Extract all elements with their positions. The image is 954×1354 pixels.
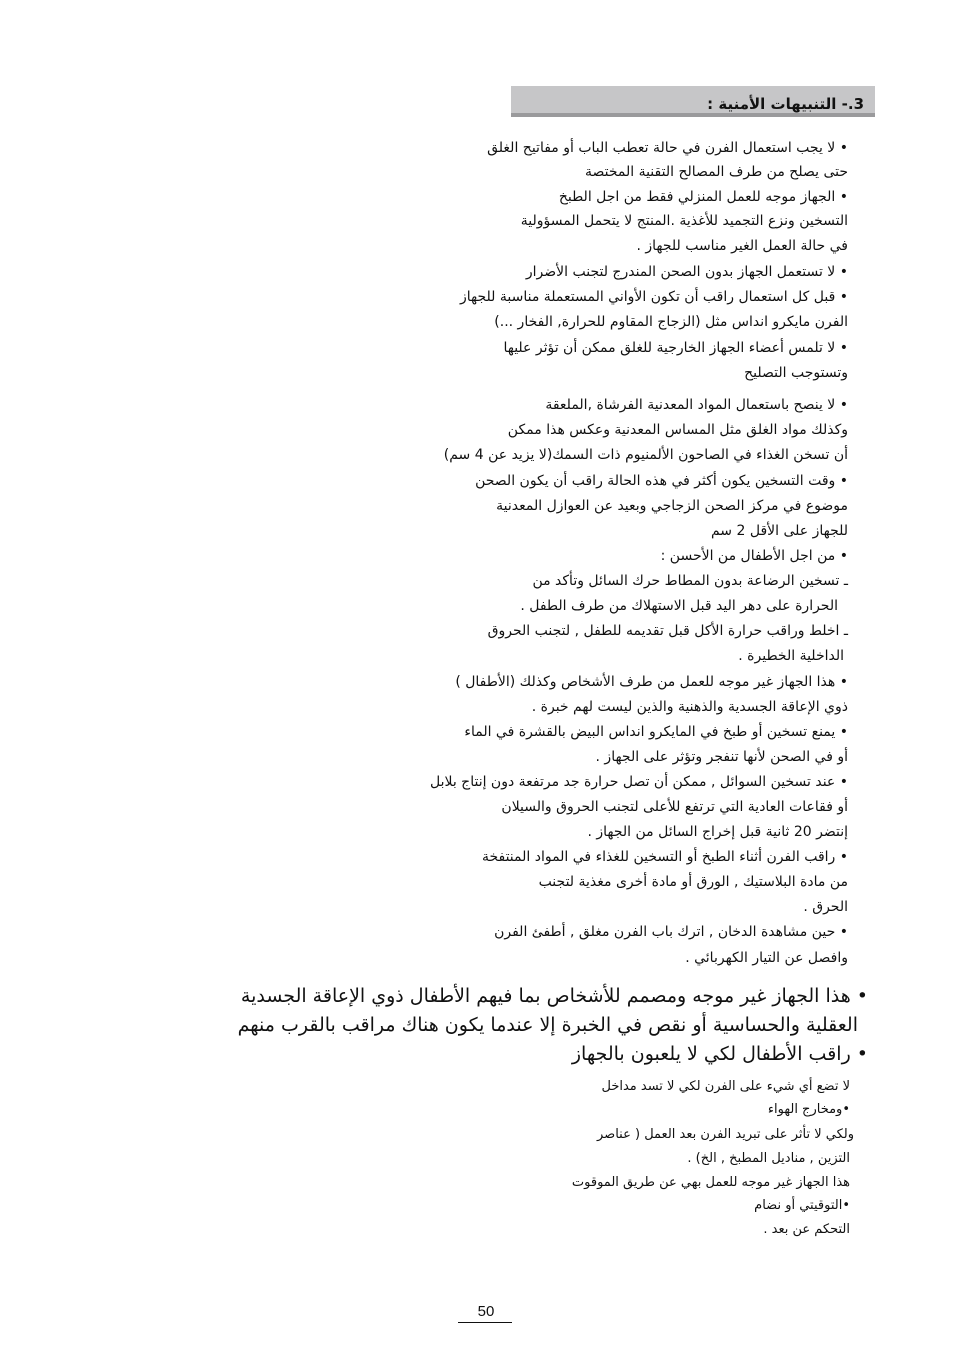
list-item: وافصل عن التيار الكهربائي . <box>685 950 848 966</box>
list-item: الداخلية الخطيرة . <box>738 648 844 664</box>
list-item: من مادة البلاستيك , الورق أو مادة أخرى مغذية لتجنب <box>538 874 848 890</box>
list-item: وكذلك مواد الغلق مثل المساس المعدنية وعكس هذا ممكن <box>507 422 848 438</box>
list-item: أو فقاعات العادية التي ترتفع للأعلى لتجنب الحروق والسيلان <box>501 799 848 815</box>
list-item: • لا تلمس أعضاء الجهاز الخارجية للغلق ممكن أن تؤثر عليها <box>503 340 848 356</box>
section-title: 3.- التنبيهات الأمنية : <box>707 95 864 113</box>
list-item: التسخين ونزع التجميد للأغذية .المنتج لا يتحمل المسؤولية <box>520 213 848 229</box>
list-item: في حالة العمل الغير مناسب للجهاز . <box>636 238 848 254</box>
list-item: • راقب الأطفال لكي لا يلعبون بالجهاز <box>571 1043 868 1065</box>
list-item: الحرارة على دهر اليد قبل الاستهلاك من طرف الطفل . <box>520 598 838 614</box>
list-item: حتى يصلح من طرف المصالح التقنية المختصة <box>584 164 848 180</box>
list-item: موضوع في مركز الصحن الزجاجي وبعيد عن العوازل المعدنية <box>496 498 848 514</box>
list-item: الحرق . <box>803 899 848 915</box>
list-item: ـ تسخين الرضاعة بدون المطاط حرك السائل وتأكد من <box>532 573 848 589</box>
list-item: • لا ينصح باستعمال المواد المعدنية الفرشاة ,الملعقة <box>545 397 848 413</box>
page-number: 50 <box>477 1303 495 1320</box>
page-number-rule <box>458 1322 512 1323</box>
list-item: • الجهاز موجه للعمل المنزلي فقط من اجل الطبخ <box>558 189 848 205</box>
list-item: • راقب الفرن أثناء الطبخ أو التسخين للغذاء في المواد المنتفخة <box>481 849 848 865</box>
list-item: • من اجل الأطفال من الأحسن : <box>660 548 848 564</box>
list-item: • يمنع تسخين أو طبخ في المايكرو انداس البيض بالقشرة في الماء <box>464 724 848 740</box>
list-item: ولكي لا تأثر على تبريد الفرن بعد العمل ( عناصر <box>597 1127 854 1142</box>
list-item: • قبل كل استعمال راقب أن تكون الأواني المستعملة مناسبة للجهاز <box>460 289 848 305</box>
list-item: •التوقيتي أو نضام <box>754 1198 850 1213</box>
list-item: • هذا الجهاز غير موجه ومصمم للأشخاص بما فيهم الأطفال ذوي الإعاقة الجسدية <box>240 985 868 1007</box>
list-item: للجهاز على الأقل 2 سم <box>710 523 848 539</box>
list-item: •ومخارج الهواء <box>767 1102 850 1117</box>
list-item: لا تضع أي شيء على الفرن لكي لا تسد مداخل <box>601 1079 850 1094</box>
list-item: الفرن مايكرو انداس مثل (الزجاج المقاوم للحرارة, الفخار ...) <box>494 314 848 330</box>
list-item: ـ اخلط وراقب حرارة الأكل قبل تقديمه للطفل , لتجنب الحروق <box>487 623 848 639</box>
list-item: أو في الصحن لأنها تنفجر وتؤثر على الجهاز . <box>595 749 848 765</box>
list-item: ذوي الإعاقة الجسدية والذهنية والذين ليست لهم خبرة . <box>531 699 848 715</box>
list-item: • حين مشاهدة الدخان , اترك باب الفرن مغلق , أطفئ الفرن <box>494 924 848 940</box>
list-item: إنتضر 20 ثانية قبل إخراج السائل من الجهاز . <box>587 824 848 840</box>
list-item: التحكم عن بعد . <box>763 1222 850 1237</box>
list-item: • عند تسخين السوائل , ممكن أن تصل حرارة جد مرتفعة دون إنتاج بلابل <box>429 774 848 790</box>
list-item: العقلية والحساسية أو نقص في الخبرة إلا عندما يكون هناك مراقب بالقرب منهم <box>237 1014 858 1036</box>
list-item: • هذا الجهاز غير موجه للعمل من طرف الأشخاص وكذلك (الأطفال ) <box>455 674 848 690</box>
list-item: • لا تستعمل الجهاز بدون الصحن المندرج لتجنب الأضرار <box>525 264 848 280</box>
list-item: وتستوجب التصليح <box>744 365 848 381</box>
list-item: • لا يجب استعمال الفرن في حالة تعطب الباب أو مفاتيح الغلق <box>487 140 848 156</box>
list-item: • وقت التسخين يكون أكثر في هذه الحالة راقب أن يكون الصحن <box>475 473 848 489</box>
list-item: هذا الجهاز غير موجه للعمل بهي عن طريق الموقوت <box>571 1175 850 1190</box>
list-item: التزين , مناديل المطبخ , الخ) . <box>687 1151 850 1166</box>
list-item: أن تسخن الغذاء في الصاحون الألمنيوم ذات السمك(لا يزيد عن 4 سم) <box>443 447 848 463</box>
